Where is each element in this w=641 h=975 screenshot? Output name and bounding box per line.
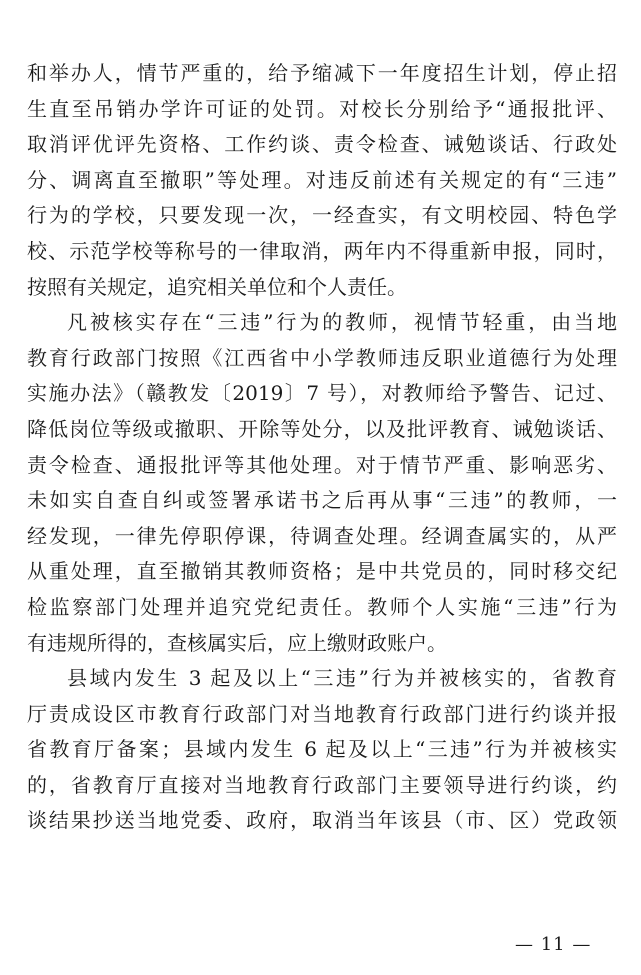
text-line: 从重处理，直至撤销其教师资格；是中共党员的，同时移交纪 bbox=[27, 559, 617, 584]
text-line: 检监察部门处理并追究党纪责任。教师个人实施“三违”行为 bbox=[27, 594, 617, 619]
text-line: 降低岗位等级或撤职、开除等处分，以及批评教育、诫勉谈话、 bbox=[27, 416, 617, 441]
text-line: 凡被核实存在“三违”行为的教师，视情节轻重，由当地 bbox=[67, 310, 617, 335]
text-line: 责令检查、通报批评等其他处理。对于情节严重、影响恶劣、 bbox=[27, 452, 617, 477]
text-line: 厅责成设区市教育行政部门对当地教育行政部门进行约谈并报 bbox=[27, 701, 617, 726]
text-line: 的，省教育厅直接对当地教育行政部门主要领导进行约谈，约 bbox=[27, 772, 617, 797]
body-text bbox=[27, 56, 617, 839]
text-line: 实施办法》（赣教发〔2019〕7 号），对教师给予警告、记过、 bbox=[27, 381, 617, 406]
text-line: 未如实自查自纠或签署承诺书之后再从事“三违”的教师，一 bbox=[27, 488, 617, 513]
text-line: 取消评优评先资格、工作约谈、责令检查、诫勉谈话、行政处 bbox=[27, 132, 617, 157]
text-line: 有违规所得的，查核属实后，应上缴财政账户。 bbox=[27, 630, 447, 655]
text-line: 经发现，一律先停职停课，待调查处理。经调查属实的，从严 bbox=[27, 523, 617, 548]
text-line: 和举办人，情节严重的，给予缩减下一年度招生计划，停止招 bbox=[27, 61, 617, 85]
page-number: — 11 — bbox=[515, 934, 592, 955]
text-line: 分、调离直至撤职”等处理。对违反前述有关规定的有“三违” bbox=[27, 167, 617, 192]
text-line: 按照有关规定，追究相关单位和个人责任。 bbox=[27, 274, 407, 299]
text-line: 省教育厅备案；县域内发生 6 起及以上“三违”行为并被核实 bbox=[27, 737, 617, 762]
text-line: 生直至吊销办学许可证的处罚。对校长分别给予“通报批评、 bbox=[27, 96, 617, 121]
text-line: 教育行政部门按照《江西省中小学教师违反职业道德行为处理 bbox=[27, 345, 617, 370]
text-line: 谈结果抄送当地党委、政府，取消当年该县（市、区）党政领 bbox=[27, 808, 617, 833]
text-line: 行为的学校，只要发现一次，一经查实，有文明校园、特色学 bbox=[27, 203, 617, 228]
text-line: 县域内发生 3 起及以上“三违”行为并被核实的，省教育 bbox=[67, 666, 617, 691]
text-line: 校、示范学校等称号的一律取消，两年内不得重新申报，同时， bbox=[27, 238, 617, 263]
